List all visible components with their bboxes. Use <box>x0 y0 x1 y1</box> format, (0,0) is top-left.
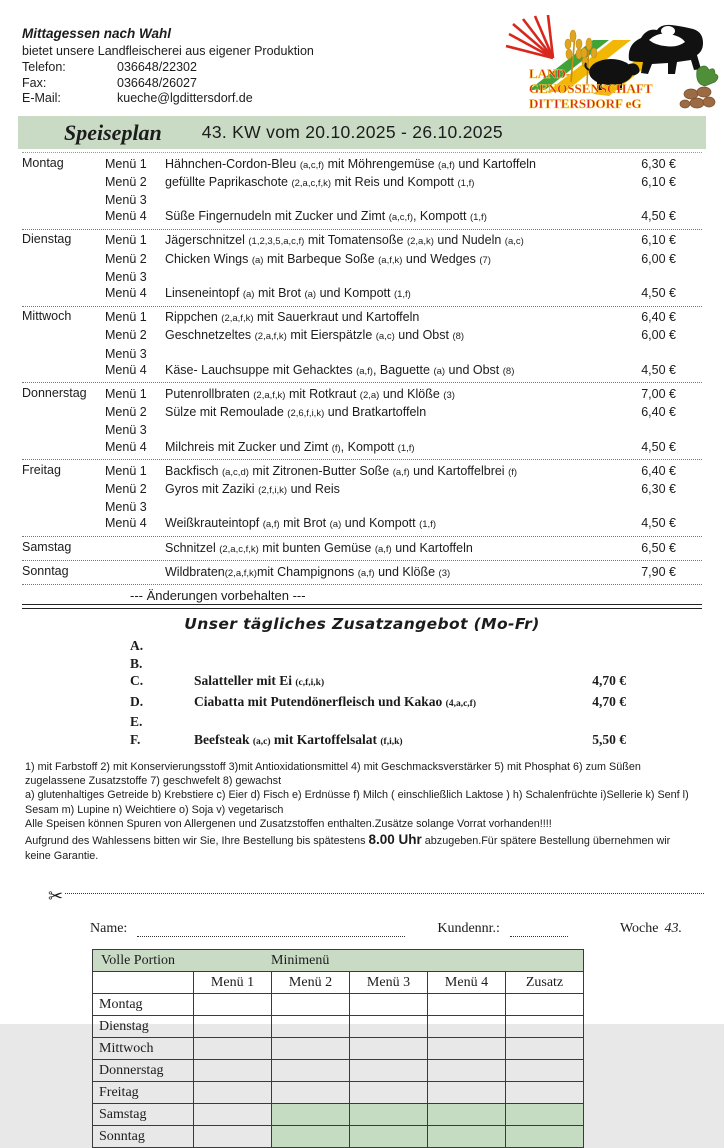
order-cell[interactable] <box>194 1126 272 1148</box>
menu-item-price: 6,10 € <box>641 174 676 189</box>
double-divider <box>22 604 702 609</box>
extra-item-row <box>130 693 724 713</box>
menu-item-row <box>105 515 702 533</box>
day-label: Mittwoch <box>22 309 72 324</box>
menu-number-label: Menü 2 <box>105 481 147 496</box>
scissors-icon: ✂ <box>48 886 64 907</box>
header-title: Mittagessen nach Wahl <box>22 26 172 41</box>
menu-item-text: Weißkrauteintopf (a,f) mit Brot (a) und Kompott (1,f) <box>165 516 436 531</box>
menu-item-text <box>165 422 616 438</box>
extra-item-price <box>564 637 626 654</box>
menu-day-block <box>22 153 702 230</box>
menu-number-label <box>105 540 165 558</box>
week-label: Woche <box>619 921 659 937</box>
menu-item-text: Backfisch (a,c,d) mit Zitronen-Butter Soße (a,f) und Kartoffelbrei (f) <box>165 463 518 478</box>
extras-list <box>0 637 724 750</box>
order-day-label: Montag <box>93 994 194 1016</box>
extra-letter: E. <box>130 714 143 730</box>
menu-item-row <box>105 156 702 174</box>
menu-item-price: 4,50 € <box>641 439 676 454</box>
menu-item-row <box>105 540 702 558</box>
menu-item-row <box>105 309 702 327</box>
menu-item-text: Sülze mit Remoulade (2,6,f,i,k) und Bratkartoffeln <box>165 405 427 420</box>
extra-item-text <box>194 637 564 654</box>
svg-text:GENOSSENSCHAFT: GENOSSENSCHAFT <box>529 81 653 96</box>
svg-text:LAND-: LAND- <box>529 66 571 81</box>
menu-number-label: Menü 4 <box>105 285 147 300</box>
menu-item-text: gefüllte Paprikaschote (2,a,c,f,k) mit Reis und Kompott (1,f) <box>165 174 475 189</box>
order-cell[interactable] <box>194 994 272 1016</box>
weekly-menu <box>22 152 702 585</box>
menu-item-text: Rippchen (2,a,f,k) mit Sauerkraut und Kartoffeln <box>165 310 420 325</box>
order-row-donnerstag <box>93 1060 584 1082</box>
menu-item-price: 7,90 € <box>641 564 676 579</box>
banner-title: Speiseplan <box>64 119 162 145</box>
menu-number-label: Menü 4 <box>105 439 147 454</box>
order-cell[interactable] <box>506 994 584 1016</box>
extra-item-row <box>130 672 724 692</box>
order-cell[interactable] <box>272 994 350 1016</box>
extras-title: Unser tägliches Zusatzangebot (Mo-Fr) <box>184 615 540 634</box>
menu-number-label: Menü 2 <box>105 251 147 266</box>
contact-value: kueche@lgdittersdorf.de <box>117 91 253 105</box>
extra-item-text: Salatteller mit Ei (c,f,i,k) <box>194 673 325 689</box>
menu-item-price: 4,50 € <box>641 362 676 377</box>
order-row-dienstag <box>93 1016 584 1038</box>
customer-number-input-line[interactable] <box>510 922 568 937</box>
order-cell[interactable] <box>194 1104 272 1126</box>
menu-item-price: 4,50 € <box>641 209 676 224</box>
order-cell[interactable] <box>428 1060 506 1082</box>
menu-number-label: Menü 3 <box>105 346 147 361</box>
order-day-label: Mittwoch <box>93 1038 194 1060</box>
contact-label: E-Mail: <box>22 91 61 105</box>
customer-number-label: Kundennr.: <box>437 921 500 937</box>
day-label: Freitag <box>22 462 61 477</box>
menu-item-price: 6,30 € <box>641 481 676 496</box>
order-row-montag <box>93 994 584 1016</box>
menu-number-label: Menü 3 <box>105 423 147 438</box>
menu-item-price: 6,40 € <box>641 310 676 325</box>
order-cell[interactable] <box>350 1082 428 1104</box>
order-cell[interactable] <box>194 1038 272 1060</box>
menu-item-row <box>105 564 702 582</box>
order-note-post: abzugeben.Für spätere Bestellung übernehmen wir keine Garantie. <box>25 835 671 862</box>
order-row-freitag <box>93 1082 584 1104</box>
menu-item-text: Geschnetzeltes (2,a,f,k) mit Eierspätzle (a,c) und Obst (8) <box>165 328 465 343</box>
extra-item-row <box>130 637 724 654</box>
order-cell[interactable] <box>428 1038 506 1060</box>
order-deadline-time: 8.00 Uhr <box>368 832 422 848</box>
extra-item-row <box>130 713 724 730</box>
extra-letter: F. <box>130 731 141 747</box>
order-cell[interactable] <box>272 1038 350 1060</box>
menu-day-block <box>22 383 702 460</box>
contact-label: Fax: <box>22 75 47 90</box>
menu-item-text: Gyros mit Zaziki (2,f,i,k) und Reis <box>165 481 340 496</box>
extra-item-price <box>564 655 626 672</box>
menu-item-price <box>616 499 676 515</box>
order-row-sonntag <box>93 1126 584 1148</box>
day-items <box>105 386 702 457</box>
extra-item-price: 4,70 € <box>592 673 626 689</box>
menu-item-text: Linseneintopf (a) mit Brot (a) und Kompott (1,f) <box>165 285 411 300</box>
extra-item-text <box>194 713 564 730</box>
menu-item-price: 6,10 € <box>641 233 676 248</box>
menu-number-label: Menü 4 <box>105 209 147 224</box>
column-header-1: Menü 1 <box>194 972 272 994</box>
menu-item-text <box>165 499 616 515</box>
name-input-line[interactable] <box>137 922 405 937</box>
order-cell[interactable] <box>428 1082 506 1104</box>
extra-item-price <box>564 713 626 730</box>
day-label: Donnerstag <box>22 385 87 400</box>
menu-item-row <box>105 422 702 438</box>
menu-number-label: Menü 3 <box>105 192 147 207</box>
menu-day-block <box>22 230 702 307</box>
order-day-label: Donnerstag <box>93 1060 194 1082</box>
menu-item-row <box>105 386 702 404</box>
menu-item-price: 6,40 € <box>641 463 676 478</box>
menu-item-price: 6,30 € <box>641 156 676 171</box>
menu-item-text <box>165 346 616 362</box>
extra-letter: C. <box>130 673 144 689</box>
order-day-label: Sonntag <box>93 1126 194 1148</box>
day-label: Montag <box>22 155 64 170</box>
menu-item-price: 6,00 € <box>641 251 676 266</box>
menu-item-price <box>616 422 676 438</box>
order-cell[interactable] <box>350 1104 428 1126</box>
menu-item-row <box>105 285 702 303</box>
menu-number-label: Menü 1 <box>105 310 147 325</box>
banner-week: 43. KW vom 20.10.2025 - 26.10.2025 <box>201 122 503 142</box>
contact-label: Telefon: <box>22 60 66 74</box>
menu-number-label: Menü 1 <box>105 386 147 401</box>
menu-number-label: Menü 2 <box>105 328 147 343</box>
order-cell[interactable] <box>194 1082 272 1104</box>
column-header-2: Menü 2 <box>272 972 350 994</box>
order-cell[interactable] <box>506 1082 584 1104</box>
menu-item-text: Hähnchen-Cordon-Bleu (a,c,f) mit Möhrengemüse (a,f) und Kartoffeln <box>165 156 537 171</box>
menu-item-row <box>105 251 702 269</box>
table-header-row <box>93 950 584 972</box>
extra-item-text: Ciabatta mit Putendönerfleisch und Kakao (4,a,c,f) <box>194 693 476 709</box>
extra-item-price: 4,70 € <box>592 693 626 709</box>
menu-day-block <box>22 307 702 384</box>
order-cell[interactable] <box>506 1104 584 1126</box>
menu-number-label: Menü 3 <box>105 500 147 515</box>
menu-item-row <box>105 208 702 226</box>
menu-day-block <box>22 460 702 537</box>
menu-item-text: Käse- Lauchsuppe mit Gehacktes (a,f), Baguette (a) und Obst (8) <box>165 362 515 377</box>
extra-item-text <box>194 655 564 672</box>
menu-item-text: Putenrollbraten (2,a,f,k) mit Rotkraut (2,a) und Klöße (3) <box>165 386 455 401</box>
header-subtitle: bietet unsere Landfleischerei aus eigener Produktion <box>22 44 314 58</box>
order-day-label: Freitag <box>93 1082 194 1104</box>
menu-number-label: Menü 1 <box>105 463 147 478</box>
menu-item-text: Jägerschnitzel (1,2,3,5,a,c,f) mit Tomatensoße (2,a,k) und Nudeln (a,c) <box>165 233 524 248</box>
day-items <box>105 463 702 534</box>
menu-item-row <box>105 439 702 457</box>
order-cell[interactable] <box>272 1126 350 1148</box>
full-portion-label: Volle Portion <box>101 952 176 968</box>
order-cell[interactable] <box>428 994 506 1016</box>
menu-number-label <box>105 564 165 582</box>
contact-value: 036648/22302 <box>117 60 197 74</box>
menu-item-row <box>105 269 702 285</box>
extra-item-price: 5,50 € <box>592 731 626 747</box>
order-cell[interactable] <box>194 1016 272 1038</box>
order-cell[interactable] <box>194 1060 272 1082</box>
menu-item-price: 6,50 € <box>641 540 676 555</box>
menu-item-text: Milchreis mit Zucker und Zimt (f), Kompott (1,f) <box>165 439 415 454</box>
order-cell[interactable] <box>350 1126 428 1148</box>
cut-dotted-line <box>65 892 704 894</box>
order-table <box>92 949 584 1148</box>
day-items <box>105 156 702 227</box>
mini-menu-label: Minimenü <box>271 952 330 968</box>
order-row-samstag <box>93 1104 584 1126</box>
order-cell[interactable] <box>272 1082 350 1104</box>
company-logo <box>501 12 716 114</box>
banner <box>18 116 706 149</box>
day-label: Dienstag <box>22 232 72 247</box>
order-cell[interactable] <box>428 1126 506 1148</box>
menu-item-row <box>105 499 702 515</box>
order-cell[interactable] <box>272 1104 350 1126</box>
menu-item-text: Schnitzel (2,a,c,f,k) mit bunten Gemüse (a,f) und Kartoffeln <box>165 540 473 555</box>
name-label: Name: <box>90 921 128 937</box>
menu-item-text <box>165 192 616 208</box>
column-header-row <box>93 972 584 994</box>
order-row-mittwoch <box>93 1038 584 1060</box>
menu-item-row <box>105 362 702 380</box>
menu-item-row <box>105 192 702 208</box>
extra-letter: B. <box>130 655 143 671</box>
menu-item-price: 7,00 € <box>641 386 676 401</box>
menu-item-price: 4,50 € <box>641 285 676 300</box>
potatoes-icon <box>680 66 718 108</box>
menu-item-price <box>616 269 676 285</box>
order-cell[interactable] <box>350 994 428 1016</box>
menu-item-row <box>105 481 702 499</box>
order-cell[interactable] <box>350 1060 428 1082</box>
order-cell[interactable] <box>272 1060 350 1082</box>
order-note-pre: Aufgrund des Wahlessens bitten wir Sie, Ihre Bestellung bis spätestens <box>25 835 369 848</box>
menu-item-text <box>165 269 616 285</box>
menu-item-row <box>105 463 702 481</box>
changes-note: --- Änderungen vorbehalten --- <box>130 588 306 604</box>
allergens-note: a) glutenhaltiges Getreide b) Krebstiere c) Eier d) Fisch e) Erdnüsse f) Milch ( einschließlich Laktose ) h) Schalenfrüchte i)Sellerie k) Senf l) Sesam m) Lupine n) Weichtiere o) Soja v) vegetarisch <box>25 789 689 816</box>
day-label: Samstag <box>22 539 72 554</box>
order-cell[interactable] <box>506 1038 584 1060</box>
order-cell[interactable] <box>428 1104 506 1126</box>
table-header-labels <box>99 953 577 969</box>
additives-note: 1) mit Farbstoff 2) mit Konservierungsstoff 3)mit Antioxidationsmittel 4) mit Geschmacksverstärker 5) mit Phosphat 6) zum Süßen zugelassene Zusatzstoffe 7) geschwefelt 8) gewachst <box>25 760 641 788</box>
menu-item-price: 6,00 € <box>641 328 676 343</box>
day-items <box>105 564 702 582</box>
table-header-cell <box>93 950 584 972</box>
column-header-4: Menü 4 <box>428 972 506 994</box>
menu-item-row <box>105 404 702 422</box>
menu-number-label: Menü 3 <box>105 269 147 284</box>
extra-item-text: Beefsteak (a,c) mit Kartoffelsalat (f,i,k) <box>194 731 403 747</box>
day-items <box>105 309 702 380</box>
column-header-5: Zusatz <box>506 972 584 994</box>
menu-day-block <box>22 537 702 561</box>
menu-item-price <box>616 192 676 208</box>
extra-item-row <box>130 731 724 751</box>
menu-item-price: 4,50 € <box>641 516 676 531</box>
menu-number-label: Menü 2 <box>105 405 147 420</box>
order-day-label: Samstag <box>93 1104 194 1126</box>
footnotes <box>25 760 699 863</box>
day-items <box>105 540 702 558</box>
day-label: Sonntag <box>22 563 69 578</box>
menu-day-block <box>22 561 702 585</box>
svg-text:DITTERSDORF eG: DITTERSDORF eG <box>529 96 642 111</box>
extra-item-row <box>130 655 724 672</box>
order-cell[interactable] <box>506 1126 584 1148</box>
order-day-label: Dienstag <box>93 1016 194 1038</box>
menu-item-row <box>105 174 702 192</box>
menu-item-price: 6,40 € <box>641 405 676 420</box>
order-cell[interactable] <box>350 1038 428 1060</box>
empty-corner-cell <box>93 972 194 994</box>
menu-item-price <box>616 346 676 362</box>
menu-item-row <box>105 327 702 345</box>
order-cell[interactable] <box>506 1016 584 1038</box>
order-cell[interactable] <box>272 1016 350 1038</box>
menu-number-label: Menü 4 <box>105 362 147 377</box>
order-cell[interactable] <box>506 1060 584 1082</box>
menu-number-label: Menü 1 <box>105 233 147 248</box>
menu-item-text: Wildbraten(2,a,f,k)mit Champignons (a,f) und Klöße (3) <box>165 564 451 579</box>
order-form-header <box>90 921 724 937</box>
menu-item-row <box>105 232 702 250</box>
order-cell[interactable] <box>350 1016 428 1038</box>
order-deadline-note <box>25 831 699 863</box>
menu-item-text: Süße Fingernudeln mit Zucker und Zimt (a,c,f), Kompott (1,f) <box>165 209 487 224</box>
menu-item-text: Chicken Wings (a) mit Barbeque Soße (a,f,k) und Wedges (7) <box>165 251 491 266</box>
menu-number-label: Menü 2 <box>105 174 147 189</box>
extras-section <box>0 615 724 750</box>
menu-number-label: Menü 4 <box>105 516 147 531</box>
day-items <box>105 232 702 303</box>
menu-number-label: Menü 1 <box>105 156 147 171</box>
page-header <box>0 0 724 112</box>
order-cell[interactable] <box>428 1016 506 1038</box>
column-header-3: Menü 3 <box>350 972 428 994</box>
traces-note: Alle Speisen können Spuren von Allergenen und Zusatzstoffen enthalten.Zusätze solange Vorrat vorhanden!!!! <box>25 817 552 830</box>
week-value: 43. <box>664 921 682 937</box>
menu-item-row <box>105 346 702 362</box>
cut-line <box>48 887 704 905</box>
sun-icon <box>506 15 553 58</box>
extra-letter: A. <box>130 638 144 654</box>
contact-value: 036648/26027 <box>117 75 197 90</box>
extra-letter: D. <box>130 693 144 709</box>
